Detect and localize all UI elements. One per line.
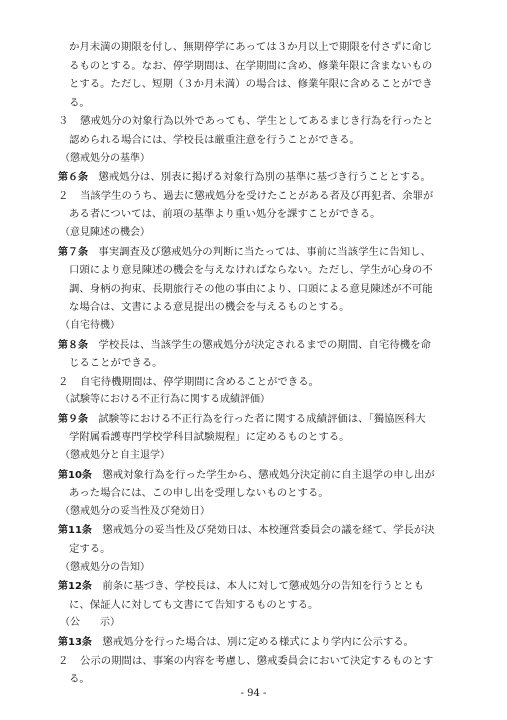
paragraph-number: ２ — [58, 375, 69, 388]
paragraph-number: ２ — [58, 189, 69, 202]
article-13 — [58, 633, 466, 652]
body-line: 公示の期間は、事案の内容を考慮し、懲戒委員会において決定するものとす — [80, 654, 434, 667]
article-caption: （懲戒処分と自主退学） — [60, 450, 170, 462]
body-line: 前条に基づき、学校長は、本人に対して懲戒処分の告知を行うととも — [102, 580, 425, 593]
body-line: 懲戒処分は、別表に掲げる対象行為別の基準に基づき行うこととする。 — [98, 171, 431, 184]
article-caption: （試験等における不正行為に関する成績評価） — [60, 394, 270, 406]
article-caption: （懲戒処分の告知） — [60, 561, 150, 573]
document-body — [58, 38, 466, 689]
paragraph-3 — [58, 112, 466, 131]
body-line: な場合は、文書による意見提出の機会を与えるものとする。 — [69, 301, 350, 314]
body-line: る。 — [69, 96, 90, 109]
article-6 — [58, 168, 466, 187]
article-label: 第10条 — [58, 469, 92, 481]
body-line: あった場合には、この申し出を受理しないものとする。 — [69, 487, 329, 500]
paragraph-number: ３ — [58, 115, 69, 128]
paragraph-number: ２ — [58, 654, 69, 667]
article-7 — [58, 243, 466, 262]
article-label: 第13条 — [58, 637, 92, 648]
article-label: 第７条 — [58, 246, 88, 258]
body-line: 当該学生のうち、過去に懲戒処分を受けたことがある者及び再犯者、余罪が — [80, 189, 434, 202]
article-9 — [58, 410, 466, 429]
article-label: 第11条 — [58, 525, 92, 537]
body-line: 懲戒対象行為を行った学生から、懲戒処分決定前に自主退学の申し出が — [102, 468, 435, 481]
body-line: 口頭により意見陳述の機会を与えなければならない。ただし、学生が心身の不 — [69, 264, 433, 277]
body-line: 学校長は、当該学生の懲戒処分が決定されるまでの期間、自宅待機を命 — [98, 338, 431, 351]
body-line: 懲戒処分を行った場合は、別に定める様式により学内に公示する。 — [102, 636, 415, 648]
body-line: 調、身柄の拘束、長期旅行その他の事由により、口頭による意見陳述が不可能 — [69, 282, 433, 295]
body-line: とする。ただし、短期（３か月未満）の場合は、修業年限に含めることができ — [69, 78, 433, 91]
article-6-paragraph-2 — [58, 187, 466, 206]
article-13-paragraph-2 — [58, 652, 466, 671]
article-caption: （懲戒処分の妥当性及び発効日） — [60, 505, 210, 517]
body-line: じることができる。 — [69, 357, 163, 370]
body-line: 試験等における不正行為を行った者に関する成績評価は、「獨協医科大 — [98, 412, 426, 425]
article-label: 第９条 — [58, 413, 88, 425]
body-line: 定する。 — [69, 543, 111, 556]
body-line: 懲戒処分の対象行為以外であっても、学生としてあるまじき行為を行ったと — [80, 115, 434, 128]
article-caption: （自宅待機） — [60, 319, 120, 331]
article-12 — [58, 577, 466, 596]
body-line: 認められる場合には、学校長は厳重注意を行うことができる。 — [69, 133, 360, 146]
article-11 — [58, 521, 466, 540]
body-line: ある者については、前項の基準より重い処分を課すことができる。 — [69, 208, 381, 221]
body-line: 学附属看護専門学校学科目試験規程」に定めるものとする。 — [69, 431, 350, 444]
article-8 — [58, 336, 466, 355]
article-8-paragraph-2 — [58, 373, 466, 392]
page-number: - 94 - — [240, 688, 267, 699]
article-caption: （意見陳述の機会） — [60, 226, 150, 238]
article-10 — [58, 466, 466, 485]
article-label: 第12条 — [58, 581, 92, 593]
body-line: るものとする。なお、停学期間は、在学期間に含め、修業年限に含まないもの — [69, 59, 433, 72]
body-line: か月未満の期限を付し、無期停学にあっては３か月以上で期限を付さずに命じ — [69, 41, 433, 53]
article-label: 第８条 — [58, 339, 88, 351]
body-line: に、保証人に対しても文書にて告知するものとする。 — [69, 598, 319, 611]
body-line: 事実調査及び懲戒処分の判断に当たっては、事前に当該学生に告知し、 — [98, 245, 431, 258]
article-label: 第６条 — [58, 172, 88, 184]
body-line: 自宅待機期間は、停学期間に含めることができる。 — [80, 375, 319, 388]
article-caption: （公 示） — [60, 617, 120, 629]
article-caption: （懲戒処分の基準） — [60, 152, 150, 164]
body-line: る。 — [69, 673, 90, 686]
body-line: 懲戒処分の妥当性及び発効日は、本校運営委員会の議を経て、学長が決 — [102, 524, 435, 537]
